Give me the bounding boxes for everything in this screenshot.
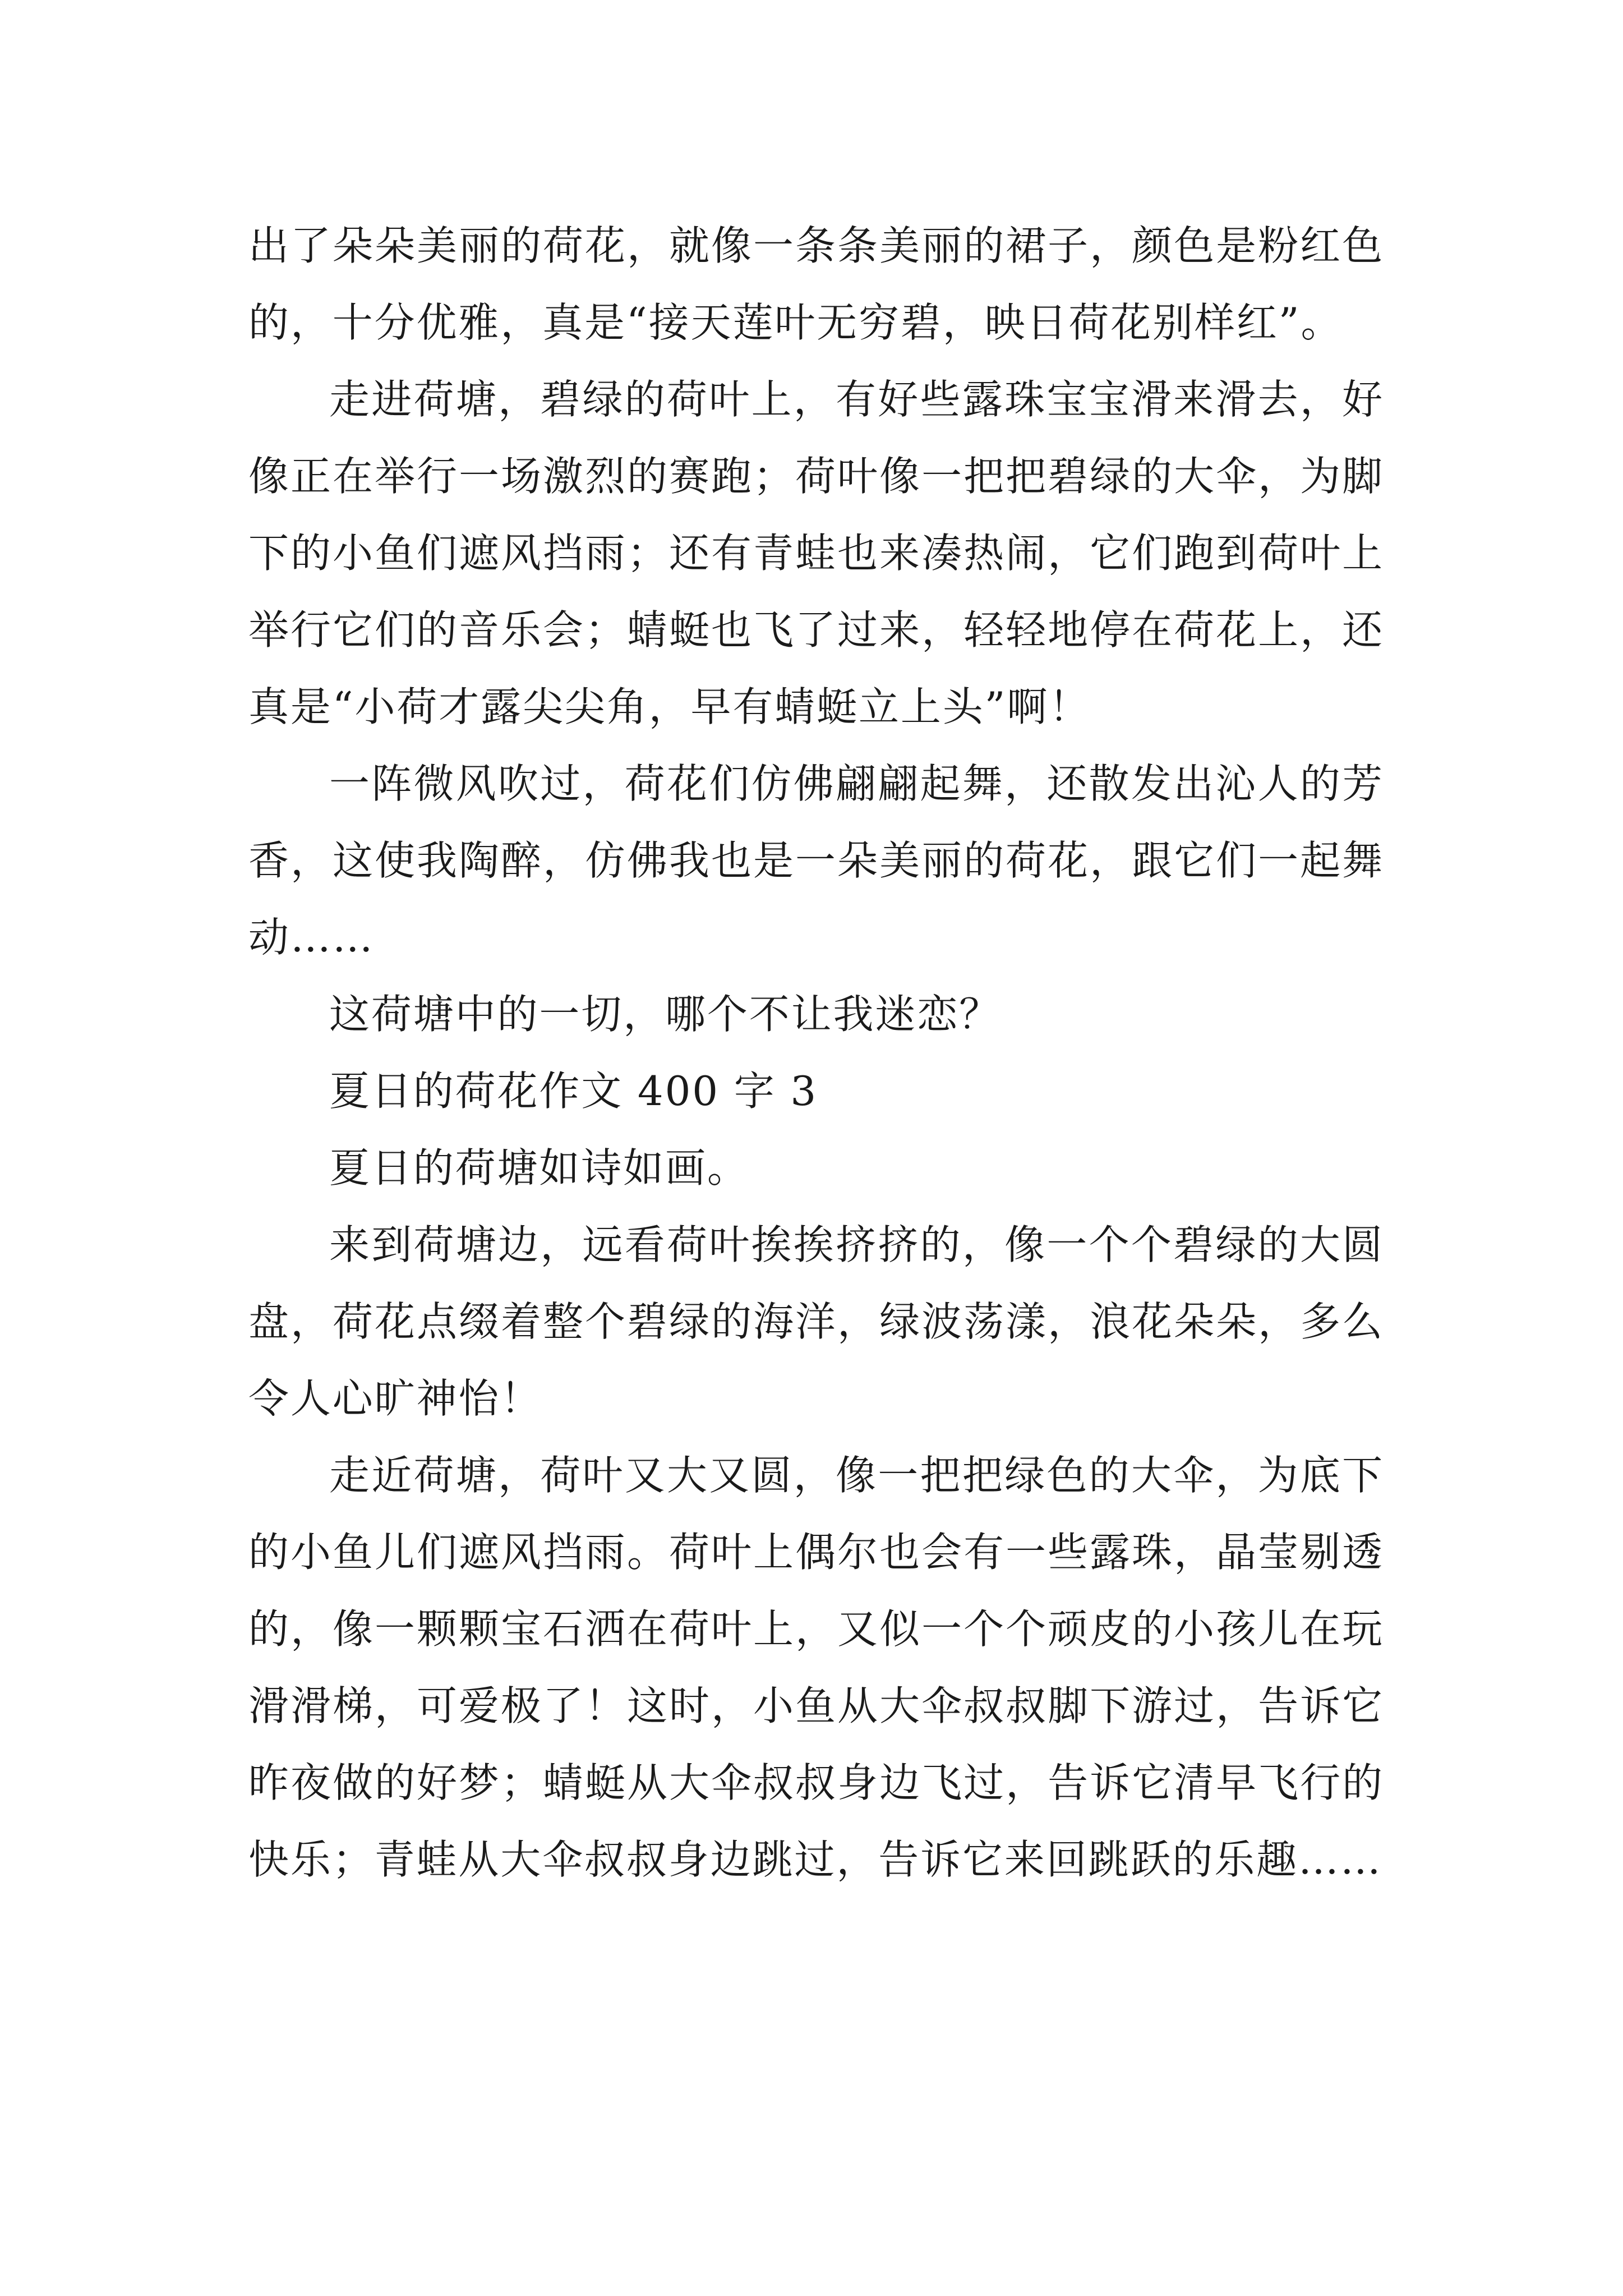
essay-body [248, 208, 1384, 1898]
essay-heading: 夏日的荷花作文 400 字 3 [329, 1068, 818, 1115]
paragraph: 走近荷塘，荷叶又大又圆，像一把把绿色的大伞，为底下的小鱼儿们遮风挡雨。荷叶上偶尔也会有一些露珠，晶莹剔透的，像一颗颗宝石洒在荷叶上，又似一个个顽皮的小孩儿在玩滑滑梯，可爱极了！这时，小鱼从大伞叔叔脚下游过，告诉它昨夜做的好梦；蜻蜓从大伞叔叔身边飞过，告诉它清早飞行的快乐；青蛙从大伞叔叔身边跳过，告诉它来回跳跃的乐趣…… [248, 1452, 1384, 1883]
paragraph: 一阵微风吹过，荷花们仿佛翩翩起舞，还散发出沁人的芳香，这使我陶醉，仿佛我也是一朵美丽的荷花，跟它们一起舞动…… [248, 760, 1384, 961]
paragraph: 夏日的荷塘如诗如画。 [329, 1144, 749, 1191]
paragraph-continuation: 出了朵朵美丽的荷花，就像一条条美丽的裙子，颜色是粉红色的，十分优雅，真是“接天莲叶无穷碧，映日荷花别样红”。 [248, 222, 1384, 346]
paragraph: 来到荷塘边，远看荷叶挨挨挤挤的，像一个个碧绿的大圆盘，荷花点缀着整个碧绿的海洋，绿波荡漾，浪花朵朵，多么令人心旷神怡！ [248, 1221, 1384, 1422]
paragraph: 走进荷塘，碧绿的荷叶上，有好些露珠宝宝滑来滑去，好像正在举行一场激烈的赛跑；荷叶像一把把碧绿的大伞，为脚下的小鱼们遮风挡雨；还有青蛙也来凑热闹，它们跑到荷叶上举行它们的音乐会；蜻蜓也飞了过来，轻轻地停在荷花上，还真是“小荷才露尖尖角，早有蜻蜓立上头”啊！ [248, 376, 1384, 730]
paragraph: 这荷塘中的一切，哪个不让我迷恋？ [329, 991, 1002, 1038]
